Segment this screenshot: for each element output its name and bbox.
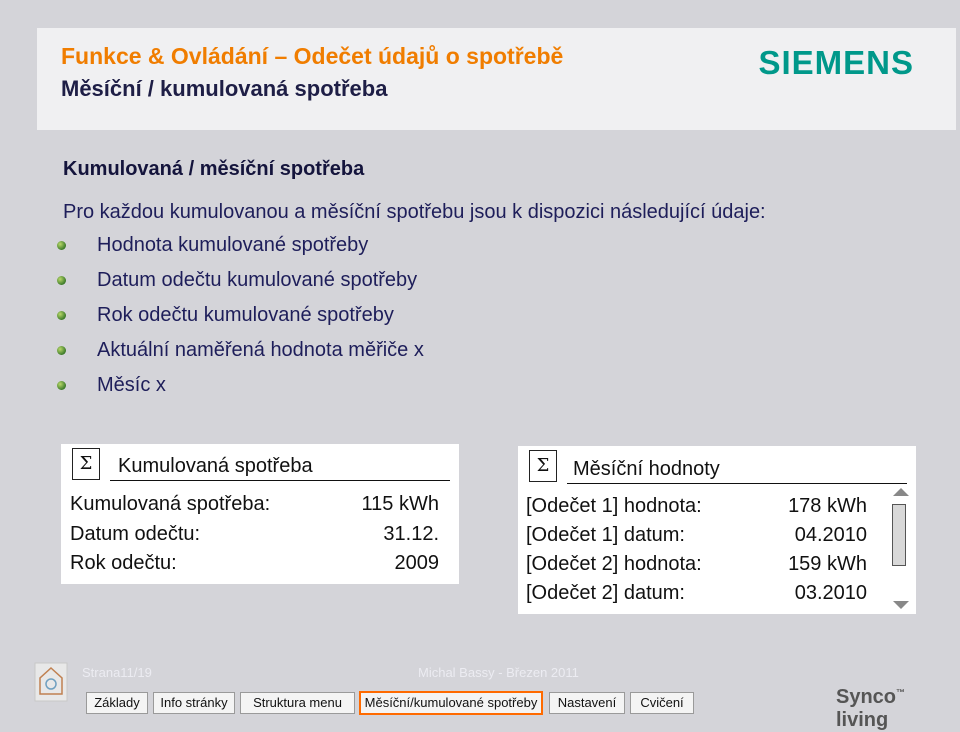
row-label: [Odečet 1] datum: <box>526 524 685 546</box>
row-value: 04.2010 <box>794 524 867 546</box>
scroll-down-icon[interactable] <box>893 601 909 609</box>
row-value: 115 kWh <box>361 493 439 515</box>
monthly-display-panel <box>518 446 916 614</box>
row-label: [Odečet 2] hodnota: <box>526 553 702 575</box>
row-value: 178 kWh <box>788 495 867 517</box>
row-value: 03.2010 <box>794 582 867 604</box>
product-suffix: living <box>836 709 889 731</box>
bullet-list <box>55 232 424 407</box>
list-item-label: Hodnota kumulované spotřeby <box>97 234 369 256</box>
list-item-label: Datum odečtu kumulované spotřeby <box>97 269 418 291</box>
bullet-icon <box>57 346 66 355</box>
title-underline <box>567 483 907 484</box>
row-label: Datum odečtu: <box>70 523 201 545</box>
row-label: [Odečet 2] datum: <box>526 582 685 604</box>
logo-mark-icon <box>34 662 68 702</box>
product-name: Synco <box>836 686 897 708</box>
panel-title: Kumulovaná spotřeba <box>118 455 313 477</box>
bullet-icon <box>57 241 66 250</box>
intro-text: Pro každou kumulovanou a měsíční spotřebu jsou k dispozici následující údaje: <box>63 201 766 223</box>
synco-living-logo <box>836 686 960 732</box>
bullet-icon <box>57 381 66 390</box>
siemens-logo: SIEMENS <box>758 44 914 81</box>
row-value: 2009 <box>394 552 439 574</box>
scrollbar[interactable] <box>892 496 907 596</box>
sigma-icon: Σ <box>529 450 557 482</box>
list-item <box>55 372 424 407</box>
row-label: Rok odečtu: <box>70 552 177 574</box>
nav-struktura-menu[interactable]: Struktura menu <box>240 692 355 714</box>
scroll-up-icon[interactable] <box>893 488 909 496</box>
row-value: 159 kWh <box>788 553 867 575</box>
author-date: Michal Bassy - Březen 2011 <box>418 665 579 680</box>
panel-title: Měsíční hodnoty <box>573 458 720 480</box>
page-number: Strana11/19 <box>82 665 152 680</box>
nav-mesicni-kumulovane[interactable]: Měsíční/kumulované spotřeby <box>359 691 543 715</box>
cumulative-display-panel <box>61 444 459 584</box>
slide-header <box>37 28 956 130</box>
nav-cviceni[interactable]: Cvičení <box>630 692 694 714</box>
section-title: Kumulovaná / měsíční spotřeba <box>63 158 365 180</box>
nav-info-stranky[interactable]: Info stránky <box>153 692 235 714</box>
nav-zaklady[interactable]: Základy <box>86 692 148 714</box>
list-item-label: Měsíc x <box>97 374 166 396</box>
list-item-label: Rok odečtu kumulované spotřeby <box>97 304 394 326</box>
slide-subtitle: Měsíční / kumulovaná spotřeba <box>61 76 388 101</box>
bullet-icon <box>57 276 66 285</box>
list-item-label: Aktuální naměřená hodnota měřiče x <box>97 339 424 361</box>
row-label: [Odečet 1] hodnota: <box>526 495 702 517</box>
list-item <box>55 302 424 337</box>
nav-nastaveni[interactable]: Nastavení <box>549 692 625 714</box>
list-item <box>55 232 424 267</box>
sigma-icon: Σ <box>72 448 100 480</box>
list-item <box>55 337 424 372</box>
list-item <box>55 267 424 302</box>
bullet-icon <box>57 311 66 320</box>
trademark-mark: ™ <box>896 687 906 698</box>
slide-title: Funkce & Ovládání – Odečet údajů o spotřebě <box>61 43 564 69</box>
row-value: 31.12. <box>383 523 439 545</box>
scroll-thumb[interactable] <box>892 504 906 566</box>
row-label: Kumulovaná spotřeba: <box>70 493 271 515</box>
title-underline <box>110 480 450 481</box>
